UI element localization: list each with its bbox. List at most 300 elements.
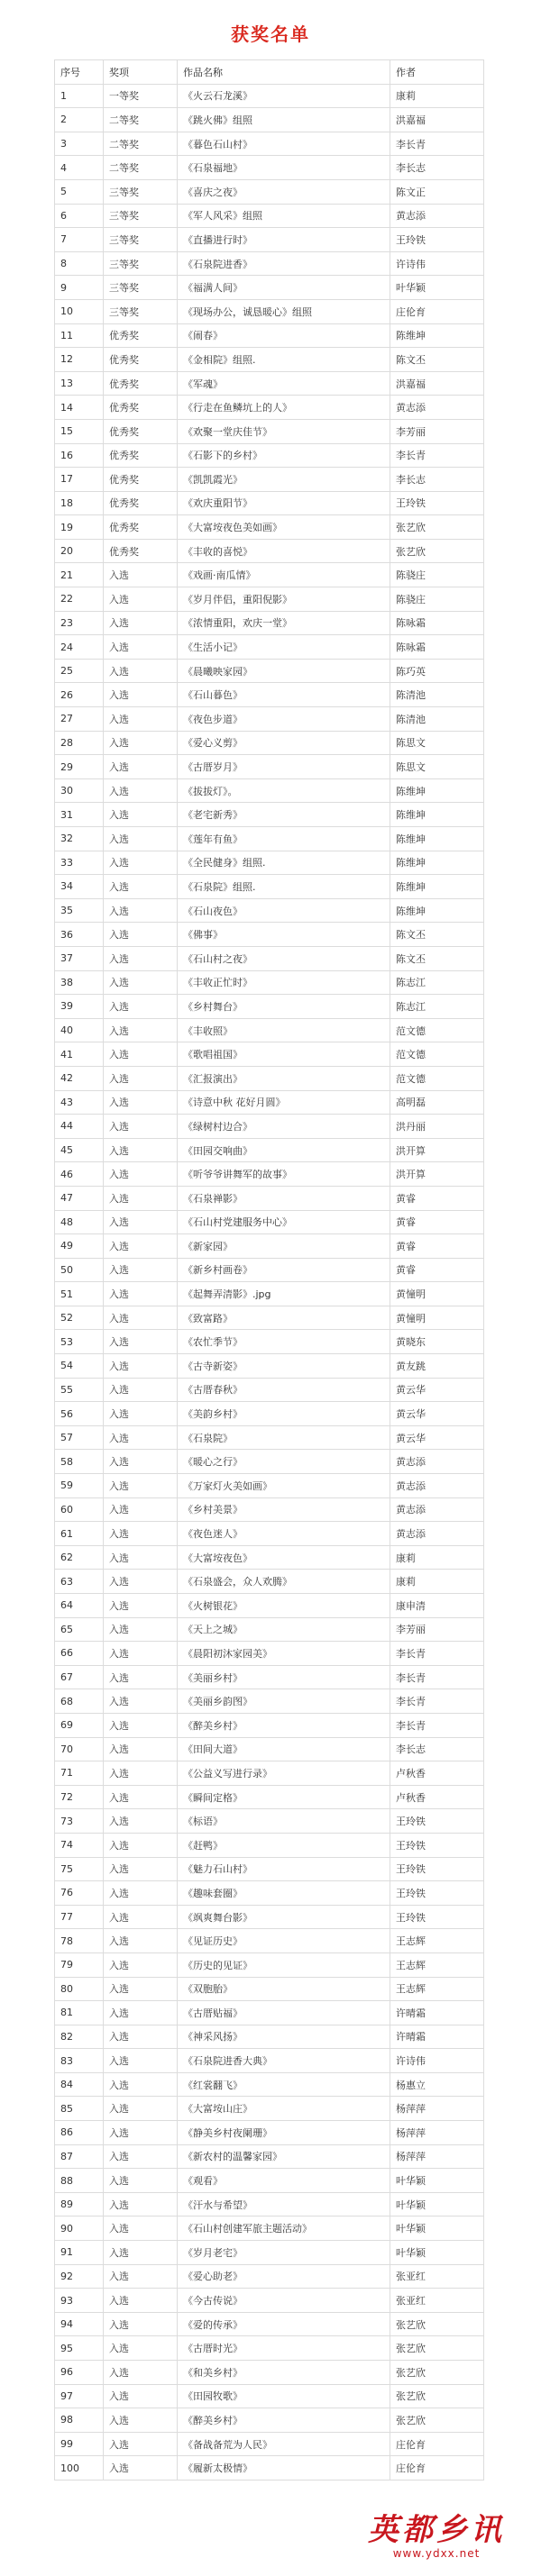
cell-author: 张亚红: [390, 2264, 484, 2289]
cell-work-title: 《历史的见证》: [178, 1952, 390, 1977]
cell-author: 许诗伟: [390, 2049, 484, 2073]
cell-work-title: 《暮色石山村》: [178, 132, 390, 156]
cell-author: 黄憧明: [390, 1306, 484, 1330]
header-award: 奖项: [104, 60, 178, 85]
cell-author: 康莉: [390, 84, 484, 108]
cell-number: 13: [55, 371, 104, 396]
cell-award: 入选: [104, 1809, 178, 1834]
cell-work-title: 《田间大道》: [178, 1737, 390, 1761]
cell-award: 入选: [104, 2121, 178, 2145]
cell-award: 入选: [104, 1857, 178, 1881]
cell-author: 陈清池: [390, 683, 484, 707]
cell-work-title: 《田园牧歌》: [178, 2384, 390, 2408]
table-row: [55, 443, 484, 468]
cell-number: 71: [55, 1761, 104, 1786]
table-row: [55, 2384, 484, 2408]
cell-award: 入选: [104, 2169, 178, 2193]
cell-number: 97: [55, 2384, 104, 2408]
cell-number: 80: [55, 1977, 104, 2001]
cell-work-title: 《大富垵山庄》: [178, 2097, 390, 2121]
cell-work-title: 《见证历史》: [178, 1929, 390, 1953]
cell-work-title: 《汗水与希望》: [178, 2192, 390, 2216]
cell-number: 15: [55, 419, 104, 443]
cell-work-title: 《晨曦映家园》: [178, 659, 390, 683]
table-row: [55, 635, 484, 660]
cell-number: 39: [55, 995, 104, 1019]
cell-number: 68: [55, 1689, 104, 1714]
cell-author: 庄伦育: [390, 2456, 484, 2480]
cell-award: 入选: [104, 1761, 178, 1786]
cell-award: 入选: [104, 587, 178, 612]
cell-work-title: 《石影下的乡村》: [178, 443, 390, 468]
cell-number: 78: [55, 1929, 104, 1953]
cell-number: 25: [55, 659, 104, 683]
cell-work-title: 《大富垵夜色》: [178, 1545, 390, 1570]
cell-work-title: 《丰收正忙时》: [178, 970, 390, 995]
cell-work-title: 《石山夜色》: [178, 898, 390, 923]
table-row: [55, 1090, 484, 1115]
cell-number: 27: [55, 707, 104, 732]
cell-award: 入选: [104, 1186, 178, 1210]
table-row: [55, 2432, 484, 2456]
cell-number: 23: [55, 611, 104, 635]
cell-number: 45: [55, 1138, 104, 1162]
cell-work-title: 《飒爽舞台影》: [178, 1905, 390, 1929]
cell-work-title: 《佛事》: [178, 923, 390, 947]
cell-award: 入选: [104, 1210, 178, 1234]
table-row: [55, 1234, 484, 1259]
table-row: [55, 1066, 484, 1090]
cell-number: 75: [55, 1857, 104, 1881]
cell-award: 入选: [104, 2384, 178, 2408]
cell-work-title: 《田园交响曲》: [178, 1138, 390, 1162]
cell-work-title: 《魅力石山村》: [178, 1857, 390, 1881]
cell-award: 优秀奖: [104, 348, 178, 372]
table-row: [55, 1689, 484, 1714]
cell-author: 陈志江: [390, 970, 484, 995]
cell-award: 入选: [104, 1952, 178, 1977]
cell-number: 37: [55, 946, 104, 970]
table-row: [55, 970, 484, 995]
cell-author: 李长志: [390, 468, 484, 492]
cell-number: 11: [55, 323, 104, 348]
cell-number: 89: [55, 2192, 104, 2216]
cell-award: 入选: [104, 1162, 178, 1187]
table-row: [55, 1425, 484, 1450]
cell-author: 李芳丽: [390, 1617, 484, 1642]
cell-number: 63: [55, 1570, 104, 1594]
cell-number: 9: [55, 276, 104, 300]
cell-author: 杨萍萍: [390, 2144, 484, 2169]
cell-number: 24: [55, 635, 104, 660]
cell-award: 入选: [104, 1378, 178, 1402]
cell-award: 优秀奖: [104, 515, 178, 540]
cell-author: 康申清: [390, 1594, 484, 1618]
cell-author: 陈维坤: [390, 875, 484, 899]
table-row: [55, 2456, 484, 2480]
cell-work-title: 《福满人间》: [178, 276, 390, 300]
cell-number: 40: [55, 1018, 104, 1042]
cell-author: 黄睿: [390, 1186, 484, 1210]
cell-author: 康莉: [390, 1545, 484, 1570]
cell-award: 入选: [104, 1402, 178, 1426]
cell-author: 叶华颖: [390, 2216, 484, 2241]
cell-author: 陈文丕: [390, 946, 484, 970]
cell-number: 91: [55, 2241, 104, 2265]
cell-number: 81: [55, 2001, 104, 2025]
cell-award: 优秀奖: [104, 491, 178, 515]
table-row: [55, 1354, 484, 1379]
table-row: [55, 1570, 484, 1594]
cell-author: 陈维坤: [390, 323, 484, 348]
table-row: [55, 1450, 484, 1474]
watermark-name: 英都乡讯: [368, 2512, 505, 2548]
table-row: [55, 1378, 484, 1402]
cell-number: 19: [55, 515, 104, 540]
cell-number: 30: [55, 778, 104, 803]
cell-author: 黄云华: [390, 1378, 484, 1402]
table-row: [55, 1952, 484, 1977]
cell-work-title: 《歌唱祖国》: [178, 1042, 390, 1067]
cell-award: 入选: [104, 1905, 178, 1929]
cell-author: 范文德: [390, 1066, 484, 1090]
cell-award: 三等奖: [104, 179, 178, 204]
cell-author: 张艺欣: [390, 539, 484, 563]
cell-author: 张艺欣: [390, 515, 484, 540]
cell-author: 李芳丽: [390, 419, 484, 443]
cell-work-title: 《石泉福地》: [178, 156, 390, 180]
cell-award: 入选: [104, 1090, 178, 1115]
cell-award: 一等奖: [104, 84, 178, 108]
cell-work-title: 《军魂》: [178, 371, 390, 396]
cell-work-title: 《万家灯火美如画》: [178, 1474, 390, 1498]
cell-number: 17: [55, 468, 104, 492]
table-row: [55, 2169, 484, 2193]
cell-author: 黄志添: [390, 396, 484, 420]
cell-work-title: 《石山村之夜》: [178, 946, 390, 970]
cell-number: 4: [55, 156, 104, 180]
table-row: [55, 2289, 484, 2313]
table-row: [55, 2072, 484, 2097]
cell-number: 38: [55, 970, 104, 995]
cell-number: 42: [55, 1066, 104, 1090]
cell-author: 黄友跳: [390, 1354, 484, 1379]
cell-award: 三等奖: [104, 251, 178, 276]
table-row: [55, 2241, 484, 2265]
page-title: 获奖名单: [231, 23, 310, 45]
cell-award: 入选: [104, 1833, 178, 1857]
cell-number: 77: [55, 1905, 104, 1929]
cell-work-title: 《浓情重阳，欢庆一堂》: [178, 611, 390, 635]
table-row: [55, 1594, 484, 1618]
cell-award: 入选: [104, 635, 178, 660]
table-row: [55, 611, 484, 635]
cell-author: 洪嘉福: [390, 108, 484, 132]
cell-number: 8: [55, 251, 104, 276]
cell-work-title: 《石山村创建军旅主题活动》: [178, 2216, 390, 2241]
cell-author: 洪丹丽: [390, 1115, 484, 1139]
table-row: [55, 1018, 484, 1042]
cell-award: 入选: [104, 1617, 178, 1642]
cell-award: 入选: [104, 1522, 178, 1546]
cell-author: 陈骁庄: [390, 563, 484, 587]
cell-number: 35: [55, 898, 104, 923]
table-row: [55, 276, 484, 300]
table-row: [55, 2144, 484, 2169]
cell-number: 79: [55, 1952, 104, 1977]
cell-award: 入选: [104, 2264, 178, 2289]
cell-award: 入选: [104, 611, 178, 635]
cell-author: 许晴霜: [390, 2001, 484, 2025]
cell-award: 入选: [104, 2361, 178, 2385]
cell-award: 入选: [104, 707, 178, 732]
cell-author: 李长青: [390, 443, 484, 468]
cell-author: 陈思文: [390, 731, 484, 755]
cell-award: 入选: [104, 1737, 178, 1761]
table-row: [55, 2025, 484, 2049]
table-row: [55, 1522, 484, 1546]
cell-work-title: 《醉美乡村》: [178, 2408, 390, 2433]
cell-work-title: 《军人风采》组照: [178, 204, 390, 228]
cell-author: 陈文正: [390, 179, 484, 204]
cell-author: 黄晓东: [390, 1330, 484, 1354]
cell-number: 47: [55, 1186, 104, 1210]
cell-work-title: 《行走在鱼鳞坑上的人》: [178, 396, 390, 420]
table-row: [55, 1929, 484, 1953]
cell-work-title: 《石泉院》: [178, 1425, 390, 1450]
cell-work-title: 《石泉盛会，众人欢腾》: [178, 1570, 390, 1594]
cell-author: 康莉: [390, 1570, 484, 1594]
cell-author: 王志辉: [390, 1977, 484, 2001]
cell-award: 优秀奖: [104, 371, 178, 396]
table-row: [55, 995, 484, 1019]
cell-number: 18: [55, 491, 104, 515]
cell-work-title: 《履新太极情》: [178, 2456, 390, 2480]
cell-author: 黄志添: [390, 1497, 484, 1522]
table-row: [55, 419, 484, 443]
site-watermark: [368, 2505, 505, 2560]
table-row: [55, 803, 484, 827]
cell-author: 李长青: [390, 1713, 484, 1737]
cell-work-title: 《美丽乡韵图》: [178, 1689, 390, 1714]
cell-number: 61: [55, 1522, 104, 1546]
cell-number: 34: [55, 875, 104, 899]
cell-author: 黄云华: [390, 1402, 484, 1426]
cell-award: 入选: [104, 731, 178, 755]
table-row: [55, 251, 484, 276]
cell-number: 46: [55, 1162, 104, 1187]
cell-award: 入选: [104, 1881, 178, 1906]
cell-award: 入选: [104, 755, 178, 779]
cell-award: 入选: [104, 1330, 178, 1354]
cell-work-title: 《石泉禅影》: [178, 1186, 390, 1210]
cell-number: 69: [55, 1713, 104, 1737]
cell-work-title: 《莲年有鱼》: [178, 827, 390, 851]
table-row: [55, 1642, 484, 1666]
cell-number: 41: [55, 1042, 104, 1067]
cell-work-title: 《听爷爷讲舞军的故事》: [178, 1162, 390, 1187]
table-row: [55, 1162, 484, 1187]
cell-author: 张艺欣: [390, 2361, 484, 2385]
cell-work-title: 《备战备荒为人民》: [178, 2432, 390, 2456]
cell-work-title: 《金相院》组照.: [178, 348, 390, 372]
cell-work-title: 《公益义写进行录》: [178, 1761, 390, 1786]
table-row: [55, 84, 484, 108]
table-row: [55, 1474, 484, 1498]
cell-author: 洪嘉福: [390, 371, 484, 396]
cell-number: 2: [55, 108, 104, 132]
cell-award: 二等奖: [104, 108, 178, 132]
cell-work-title: 《观看》: [178, 2169, 390, 2193]
cell-number: 22: [55, 587, 104, 612]
cell-number: 43: [55, 1090, 104, 1115]
table-row: [55, 1977, 484, 2001]
cell-work-title: 《红裳翻飞》: [178, 2072, 390, 2097]
cell-award: 入选: [104, 923, 178, 947]
cell-author: 黄志添: [390, 1522, 484, 1546]
cell-award: 入选: [104, 1642, 178, 1666]
table-row: [55, 923, 484, 947]
table-row: [55, 1186, 484, 1210]
cell-award: 优秀奖: [104, 419, 178, 443]
table-row: [55, 1115, 484, 1139]
cell-author: 李长青: [390, 132, 484, 156]
cell-award: 入选: [104, 2241, 178, 2265]
table-row: [55, 683, 484, 707]
cell-number: 93: [55, 2289, 104, 2313]
table-row: [55, 851, 484, 875]
cell-author: 叶华颖: [390, 276, 484, 300]
table-row: [55, 228, 484, 252]
cell-award: 入选: [104, 1138, 178, 1162]
cell-award: 入选: [104, 2025, 178, 2049]
cell-work-title: 《戏画·南瓜情》: [178, 563, 390, 587]
cell-work-title: 《新农村的温馨家园》: [178, 2144, 390, 2169]
cell-work-title: 《石山村党建服务中心》: [178, 1210, 390, 1234]
table-row: [55, 1665, 484, 1689]
table-row: [55, 1785, 484, 1809]
table-row: [55, 1809, 484, 1834]
cell-award: 三等奖: [104, 228, 178, 252]
cell-number: 60: [55, 1497, 104, 1522]
cell-number: 58: [55, 1450, 104, 1474]
cell-number: 65: [55, 1617, 104, 1642]
cell-author: 王志辉: [390, 1952, 484, 1977]
cell-number: 50: [55, 1258, 104, 1282]
cell-author: 黄云华: [390, 1425, 484, 1450]
cell-award: 入选: [104, 1497, 178, 1522]
cell-award: 入选: [104, 803, 178, 827]
cell-work-title: 《暖心之行》: [178, 1450, 390, 1474]
table-row: [55, 2216, 484, 2241]
cell-award: 优秀奖: [104, 396, 178, 420]
cell-number: 31: [55, 803, 104, 827]
cell-author: 范文德: [390, 1018, 484, 1042]
table-row: [55, 1761, 484, 1786]
cell-work-title: 《老宅新秀》: [178, 803, 390, 827]
cell-number: 21: [55, 563, 104, 587]
cell-number: 88: [55, 2169, 104, 2193]
cell-work-title: 《和美乡村》: [178, 2361, 390, 2385]
cell-number: 26: [55, 683, 104, 707]
cell-award: 入选: [104, 2216, 178, 2241]
cell-work-title: 《闹春》: [178, 323, 390, 348]
cell-work-title: 《古厝贴福》: [178, 2001, 390, 2025]
cell-work-title: 《岁月老宅》: [178, 2241, 390, 2265]
cell-award: 优秀奖: [104, 468, 178, 492]
cell-author: 李长志: [390, 156, 484, 180]
cell-number: 64: [55, 1594, 104, 1618]
awards-table: [54, 59, 484, 2480]
cell-author: 许诗伟: [390, 251, 484, 276]
cell-number: 96: [55, 2361, 104, 2385]
table-header-row: [55, 60, 484, 85]
cell-number: 99: [55, 2432, 104, 2456]
table-row: [55, 707, 484, 732]
table-row: [55, 2097, 484, 2121]
table-row: [55, 323, 484, 348]
cell-award: 入选: [104, 1474, 178, 1498]
table-row: [55, 2361, 484, 2385]
cell-work-title: 《生活小记》: [178, 635, 390, 660]
cell-work-title: 《古厝时光》: [178, 2336, 390, 2361]
cell-award: 入选: [104, 683, 178, 707]
cell-author: 陈文丕: [390, 348, 484, 372]
table-row: [55, 2264, 484, 2289]
cell-author: 洪开算: [390, 1162, 484, 1187]
cell-work-title: 《岁月伴侣，重阳倪影》: [178, 587, 390, 612]
cell-number: 70: [55, 1737, 104, 1761]
table-row: [55, 132, 484, 156]
cell-work-title: 《丰收的喜悦》: [178, 539, 390, 563]
table-row: [55, 491, 484, 515]
cell-author: 陈维坤: [390, 827, 484, 851]
cell-work-title: 《新乡村画卷》: [178, 1258, 390, 1282]
cell-number: 57: [55, 1425, 104, 1450]
cell-award: 入选: [104, 1115, 178, 1139]
cell-number: 94: [55, 2312, 104, 2336]
table-row: [55, 1402, 484, 1426]
cell-award: 入选: [104, 1977, 178, 2001]
cell-work-title: 《火云石龙溪》: [178, 84, 390, 108]
cell-award: 入选: [104, 2408, 178, 2433]
cell-work-title: 《农忙季节》: [178, 1330, 390, 1354]
table-body: [55, 84, 484, 2480]
cell-work-title: 《瞬间定格》: [178, 1785, 390, 1809]
cell-author: 洪开算: [390, 1138, 484, 1162]
cell-award: 入选: [104, 2456, 178, 2480]
cell-award: 入选: [104, 875, 178, 899]
cell-author: 李长青: [390, 1665, 484, 1689]
cell-award: 入选: [104, 2097, 178, 2121]
cell-work-title: 《夜色迷人》: [178, 1522, 390, 1546]
cell-award: 入选: [104, 2001, 178, 2025]
cell-author: 张艺欣: [390, 2312, 484, 2336]
table-row: [55, 2312, 484, 2336]
cell-work-title: 《全民健身》组照.: [178, 851, 390, 875]
cell-number: 33: [55, 851, 104, 875]
table-row: [55, 2001, 484, 2025]
table-row: [55, 731, 484, 755]
cell-author: 高明磊: [390, 1090, 484, 1115]
cell-work-title: 《天上之城》: [178, 1617, 390, 1642]
header-work-title: 作品名称: [178, 60, 390, 85]
cell-work-title: 《拔拔灯》。: [178, 778, 390, 803]
watermark-url: www.ydxx.net: [392, 2547, 481, 2560]
cell-work-title: 《古厝岁月》: [178, 755, 390, 779]
cell-number: 86: [55, 2121, 104, 2145]
table-row: [55, 299, 484, 323]
